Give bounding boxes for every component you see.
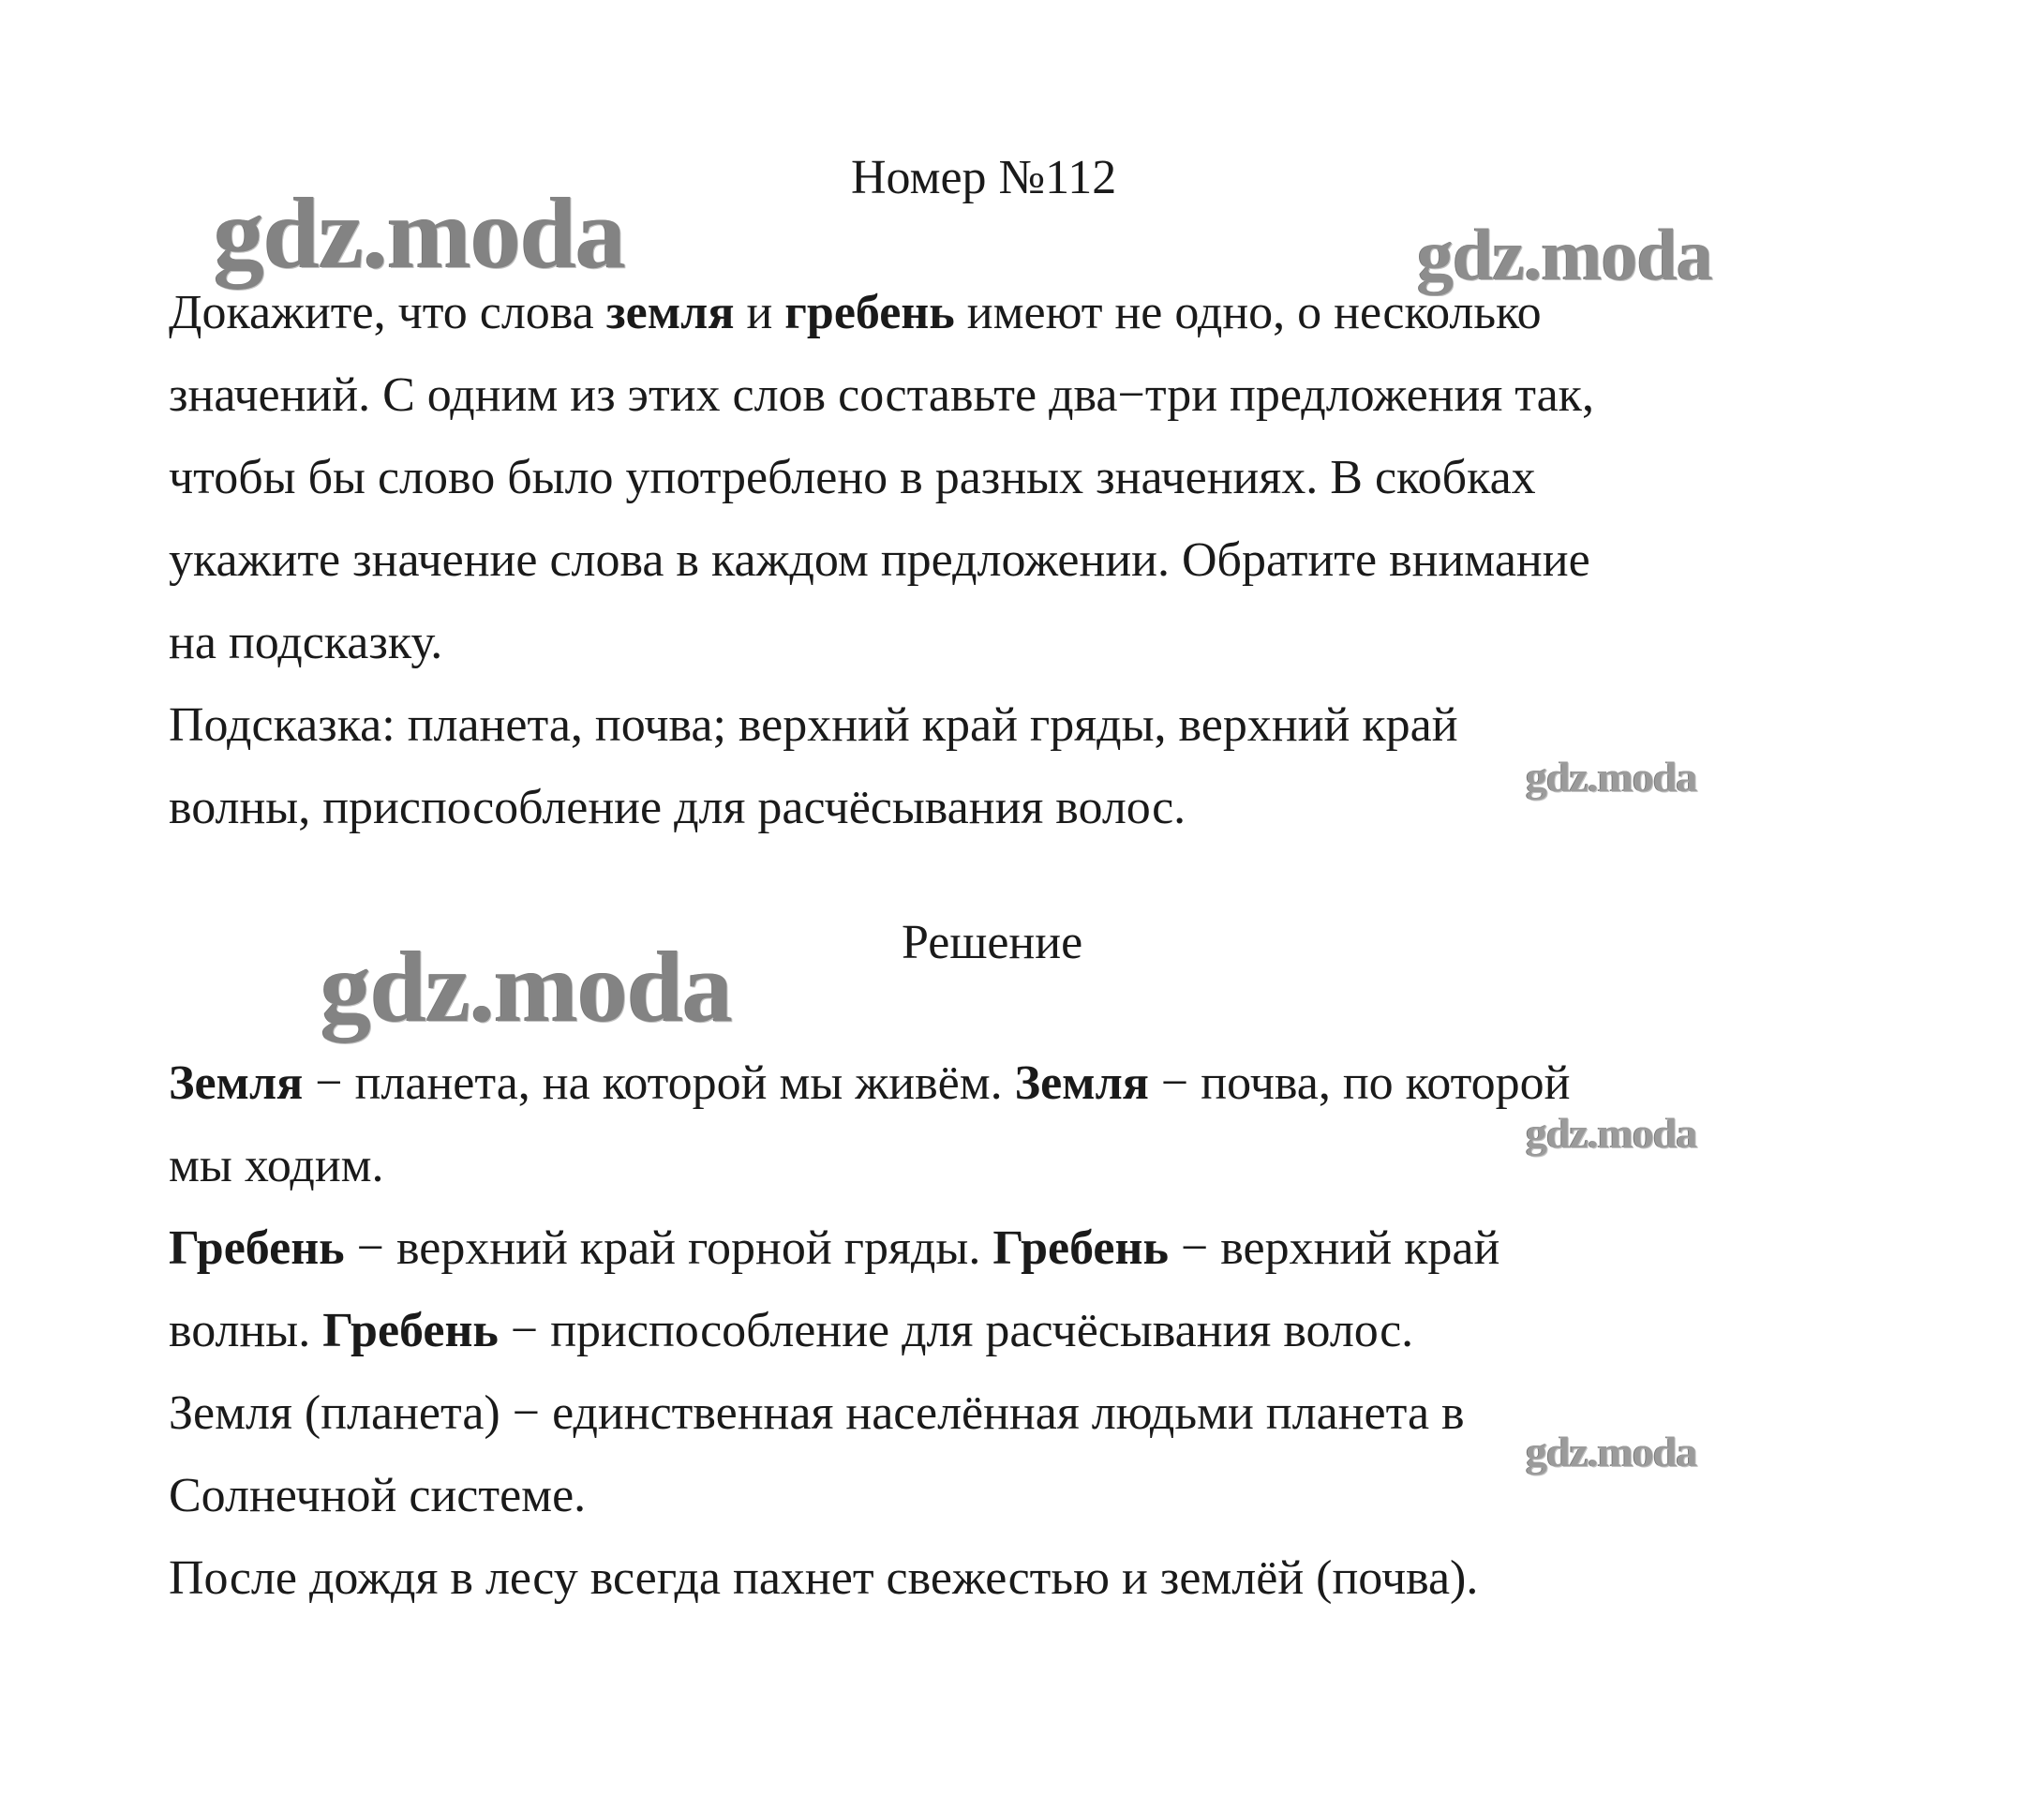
solution-text	[169, 1042, 1570, 1620]
solution-line	[169, 1372, 1570, 1455]
text-run: − верхний край горной гряды.	[344, 1221, 993, 1275]
solution-line	[169, 1537, 1570, 1620]
task-line	[169, 354, 1594, 437]
bold-term: Гребень	[992, 1221, 1169, 1275]
text-run: чтобы бы слово было употреблено в разных значениях. В скобках	[169, 451, 1536, 504]
watermark-logo: gdz.moda	[1417, 214, 1712, 295]
bold-term: гребень	[784, 286, 955, 339]
watermark-logo: gdz.moda	[214, 178, 626, 290]
bold-term: земля	[605, 286, 735, 339]
hint-line	[169, 767, 1594, 849]
task-line	[169, 519, 1594, 602]
solution-line	[169, 1290, 1570, 1372]
bold-term: Земля	[169, 1056, 304, 1110]
text-run: волны.	[169, 1304, 323, 1357]
text-run: и	[734, 286, 785, 339]
watermark-logo: gdz.moda	[1526, 1109, 1697, 1157]
watermark-logo: gdz.moda	[1526, 753, 1697, 801]
text-run: Подсказка: планета, почва; верхний край гряды, верхний край	[169, 698, 1458, 752]
text-run: волны, приспособление для расчёсывания волос.	[169, 781, 1186, 834]
text-run: − планета, на которой мы живём.	[303, 1056, 1015, 1110]
solution-title: Решение	[902, 916, 1083, 969]
task-title: Номер №112	[851, 151, 1117, 204]
solution-line	[169, 1207, 1570, 1290]
task-text	[169, 272, 1594, 849]
bold-term: Земля	[1014, 1056, 1149, 1110]
watermark-logo: gdz.moda	[1526, 1428, 1697, 1475]
task-line	[169, 602, 1594, 684]
bold-term: Гребень	[322, 1304, 499, 1357]
solution-line	[169, 1455, 1570, 1537]
solution-line	[169, 1125, 1570, 1207]
text-run: − верхний край	[1168, 1221, 1500, 1275]
hint-line	[169, 684, 1594, 767]
text-run: Докажите, что слова	[169, 286, 606, 339]
solution-line	[169, 1042, 1570, 1125]
task-line	[169, 272, 1594, 354]
task-line	[169, 437, 1594, 519]
text-run: Земля (планета) − единственная населённая людьми планета в	[169, 1386, 1465, 1440]
text-run: После дождя в лесу всегда пахнет свежестью и землёй (почва).	[169, 1551, 1479, 1605]
watermark-logo: gdz.moda	[321, 932, 733, 1043]
text-run: − почва, по которой	[1148, 1056, 1571, 1110]
text-run: на подсказку.	[169, 616, 443, 669]
text-run: имеют не одно, о несколько	[954, 286, 1542, 339]
text-run: значений. С одним из этих слов составьте два−три предложения так,	[169, 368, 1594, 422]
bold-term: Гребень	[169, 1221, 345, 1275]
text-run: укажите значение слова в каждом предложении. Обратите внимание	[169, 533, 1590, 587]
text-run: − приспособление для расчёсывания волос.	[498, 1304, 1414, 1357]
text-run: Солнечной системе.	[169, 1469, 587, 1522]
text-run: мы ходим.	[169, 1139, 384, 1192]
